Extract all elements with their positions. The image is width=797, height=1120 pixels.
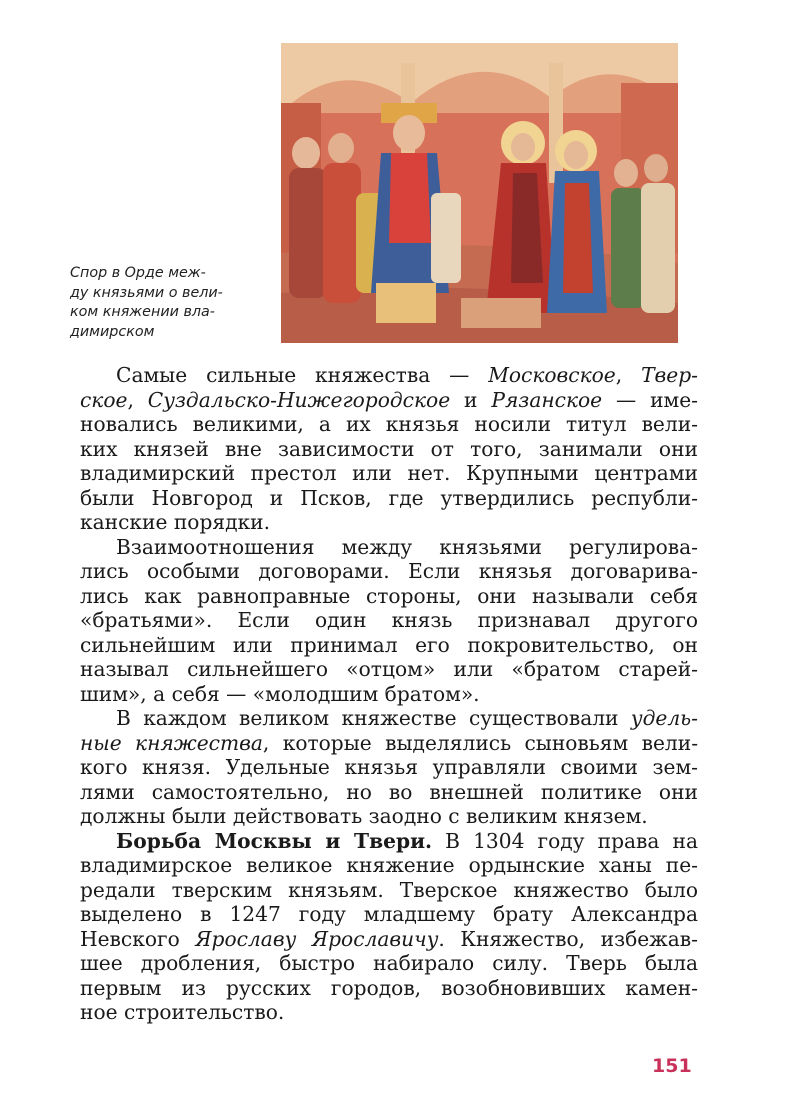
text-line: ное строительство. (80, 1000, 285, 1024)
text-line: шее дробления, быстро набирало силу. Тверь была (80, 951, 698, 975)
text-line: первым из русских городов, возобновивших камен- (80, 975, 698, 1000)
text-line: выделено в 1247 году младшему брату Александра (80, 902, 698, 926)
text-line: редали тверским князьям. Тверское княжество было (80, 877, 698, 902)
text-line: ные княжества, которые выделялись сыновьям вели- (80, 730, 699, 755)
caption-line: димирском (70, 323, 155, 340)
text-line: В каждом великом княжестве существовали удель- (116, 706, 698, 730)
body-text (80, 363, 698, 1025)
text-line: владимирский престол или нет. Крупными центрами (80, 461, 698, 485)
text-line: называл сильнейшего «отцом» или «братом старей- (80, 657, 698, 681)
paragraph-appanage (80, 706, 698, 829)
text-line: шим», а себя — «молодшим братом». (80, 681, 480, 706)
caption-line: Спор в Орде меж- (70, 265, 206, 281)
text-line: должны были действовать заодно с великим князем. (80, 804, 648, 828)
miniature-illustration (281, 43, 678, 343)
paragraph-strongest-principalities (80, 363, 698, 535)
page-number: 151 (652, 1055, 692, 1077)
illustration-caption (70, 264, 268, 342)
miniature-painting-icon (281, 43, 678, 343)
text-line: сильнейшим или принимал его покровительство, он (80, 632, 698, 657)
section-heading: Борьба Москвы и Твери. (116, 828, 433, 853)
paragraph-moscow-tver (80, 829, 698, 1025)
text-line: лись особыми договорами. Если князья договарива- (80, 559, 698, 583)
caption-line: ком княжении вла- (70, 304, 215, 320)
text-line: «братьями». Если один князь признавал другого (80, 608, 698, 632)
text-line: кого князя. Удельные князья управляли своими зем- (80, 755, 698, 779)
text-line: ское, Суздальско-Нижегородское и Рязанское — име- (80, 387, 698, 412)
text-line: Взаимоотношения между князьями регулирова- (116, 534, 698, 559)
paragraph-relations (80, 535, 698, 707)
text-line: лями самостоятельно, но во внешней политике они (80, 779, 698, 804)
text-line: ких князей вне зависимости от того, занимали они (80, 436, 698, 461)
text-line: Невского Ярославу Ярославичу. Княжество, избежав- (80, 926, 698, 951)
text-line: Борьба Москвы и Твери. В 1304 году права на (116, 828, 699, 853)
text-line: Самые сильные княжества — Московское, Твер- (116, 363, 698, 387)
caption-line: ду князьями о вели- (70, 284, 223, 301)
text-line: владимирское великое княжение ордынские ханы пе- (80, 853, 698, 877)
text-line: новались великими, а их князья носили титул вели- (80, 412, 698, 436)
text-line: лись как равноправные стороны, они называли себя (80, 583, 698, 608)
text-line: были Новгород и Псков, где утвердились республи- (80, 485, 698, 510)
text-line: канские порядки. (80, 510, 271, 534)
